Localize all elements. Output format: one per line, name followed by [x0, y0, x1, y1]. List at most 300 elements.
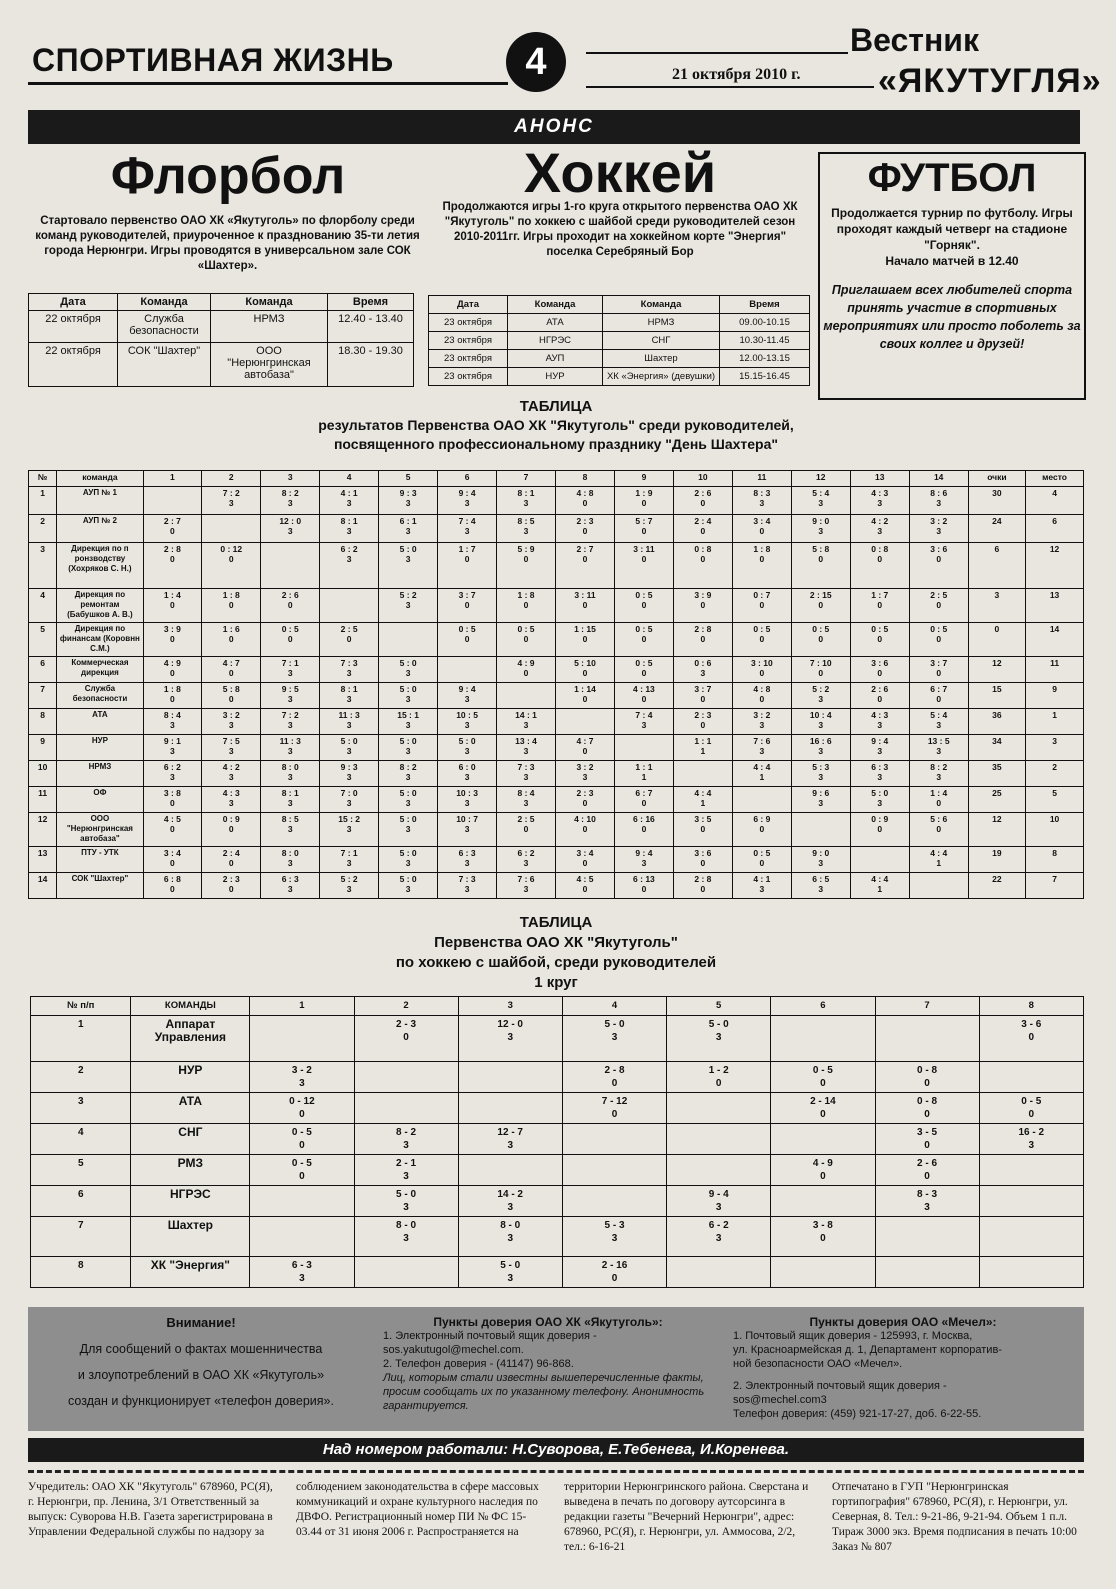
score-cell: 7 : 2 3 [261, 709, 320, 735]
score-cell: 7 - 12 0 [562, 1093, 666, 1124]
score-cell [667, 1155, 771, 1186]
row-number: 1 [31, 1016, 131, 1062]
score-cell: 9 : 1 3 [143, 735, 202, 761]
score-cell [791, 813, 850, 847]
score-cell: 12 [1026, 543, 1084, 589]
score-cell: 4 : 3 3 [850, 709, 909, 735]
results-table [28, 470, 1084, 899]
score-cell: 3 : 7 0 [438, 589, 497, 623]
score-cell: 25 [968, 787, 1025, 813]
trust-notice-line: Внимание! [166, 1315, 236, 1330]
score-cell: 3 : 2 3 [909, 515, 968, 543]
score-cell: 3 : 2 3 [732, 709, 791, 735]
score-cell: 3 : 9 0 [143, 623, 202, 657]
score-cell: 1 : 8 0 [143, 683, 202, 709]
table-row [31, 1062, 1084, 1093]
score-cell [250, 1016, 354, 1062]
score-cell: 4 : 2 3 [202, 761, 261, 787]
score-cell: 3 : 7 0 [909, 657, 968, 683]
score-cell: 9 : 4 3 [614, 847, 673, 873]
hockey-title: Хоккей [523, 141, 717, 204]
score-cell: 2 : 4 0 [202, 847, 261, 873]
table2-subtitle2: по хоккею с шайбой, среди руководителей [395, 954, 717, 971]
score-cell: 7 : 3 3 [320, 657, 379, 683]
score-cell: 8 : 2 3 [909, 761, 968, 787]
score-cell: 2 : 3 0 [673, 709, 732, 735]
score-cell: 35 [968, 761, 1025, 787]
score-cell: 10 : 7 3 [438, 813, 497, 847]
score-cell: 13 [1026, 589, 1084, 623]
score-cell [379, 623, 438, 657]
score-cell: 8 : 0 3 [261, 847, 320, 873]
trust-line: sos.yakutugol@mechel.com. [383, 1344, 524, 1356]
score-cell: 6 - 3 3 [250, 1257, 354, 1288]
score-cell: 30 [968, 487, 1025, 515]
col-header: 4 [562, 997, 666, 1016]
score-cell: 1 : 4 0 [909, 787, 968, 813]
score-cell: 7 : 4 3 [614, 709, 673, 735]
imprint-col-3: территории Нерюнгринского района. Сверстана и выведена в печать по договору аутсорсинга в редакции газеты "Вечерний Нерюнгри", адрес: 678960, РС(Я), г. Нерюнгри, ул. Аммосова, 2/2, тел.: 6-16-21 [564, 1481, 809, 1553]
score-cell: 12 [968, 657, 1025, 683]
table-row [429, 350, 810, 368]
score-cell: 7 [1026, 873, 1084, 899]
football-start: Начало матчей в 12.40 [885, 254, 1019, 268]
score-cell: 5 : 0 3 [379, 813, 438, 847]
row-number: 5 [31, 1155, 131, 1186]
score-cell: 3 : 4 0 [556, 847, 615, 873]
col-header: 11 [732, 471, 791, 487]
team-name: ООО "Нерюнгринская автобаза" [57, 813, 143, 847]
score-cell: 2 : 8 0 [673, 873, 732, 899]
score-cell: 15 : 1 3 [379, 709, 438, 735]
score-cell: 4 : 1 3 [320, 487, 379, 515]
score-cell [979, 1186, 1083, 1217]
football-text: Продолжается турнир по футболу. Игры проходят каждый четверг на стадионе "Горняк". [831, 206, 1073, 252]
score-cell [320, 589, 379, 623]
score-cell: 0 - 5 0 [979, 1093, 1083, 1124]
score-cell: 6 : 2 3 [497, 847, 556, 873]
col-header: 13 [850, 471, 909, 487]
score-cell: 12 : 0 3 [261, 515, 320, 543]
score-cell: 7 : 0 3 [320, 787, 379, 813]
score-cell: 6 : 2 3 [143, 761, 202, 787]
score-cell: 6 : 13 0 [614, 873, 673, 899]
team-name: СОК "Шахтер" [57, 873, 143, 899]
score-cell [261, 543, 320, 589]
score-cell: 6 [968, 543, 1025, 589]
score-cell [771, 1124, 875, 1155]
score-cell: 15 [968, 683, 1025, 709]
score-cell [354, 1062, 458, 1093]
score-cell [202, 515, 261, 543]
score-cell: 1 : 14 0 [556, 683, 615, 709]
score-cell: 4 : 13 0 [614, 683, 673, 709]
score-cell: 3 [968, 589, 1025, 623]
score-cell: 6 : 7 0 [614, 787, 673, 813]
score-cell: 14 [1026, 623, 1084, 657]
trust-line: просим сообщать их по указанному телефону. Анонимность [383, 1386, 705, 1398]
score-cell: 2 - 1 3 [354, 1155, 458, 1186]
score-cell: 5 : 10 0 [556, 657, 615, 683]
team-name: Аппарат Управления [131, 1016, 250, 1062]
trust-mechel-title: Пункты доверия ОАО «Мечел»: [809, 1315, 997, 1329]
score-cell: 0 : 9 0 [202, 813, 261, 847]
score-cell: 0 - 8 0 [875, 1062, 979, 1093]
cell: Служба безопасности [118, 311, 211, 343]
score-cell [354, 1257, 458, 1288]
score-cell: 4 : 5 0 [556, 873, 615, 899]
score-cell: 8 - 0 3 [458, 1217, 562, 1257]
score-cell: 3 : 6 0 [909, 543, 968, 589]
col-header: Дата [29, 294, 118, 311]
row-number: 4 [29, 589, 57, 623]
score-cell: 7 : 4 3 [438, 515, 497, 543]
score-cell: 11 : 3 3 [320, 709, 379, 735]
row-number: 3 [29, 543, 57, 589]
team-name: Дирекция по ремонтам (Бабушков А. В.) [57, 589, 143, 623]
row-number: 8 [31, 1257, 131, 1288]
col-header: Дата [429, 296, 508, 314]
score-cell: 8 : 5 3 [497, 515, 556, 543]
score-cell [979, 1257, 1083, 1288]
score-cell: 8 [1026, 847, 1084, 873]
trust-notice-line: и злоупотреблений в ОАО ХК «Якутуголь» [77, 1368, 325, 1382]
score-cell: 0 : 8 0 [850, 543, 909, 589]
masthead-bottom: «ЯКУТУГЛЯ» [878, 62, 1102, 100]
trust-line [733, 1371, 1073, 1379]
row-number: 9 [29, 735, 57, 761]
score-cell: 0 : 12 0 [202, 543, 261, 589]
credits-bar: Над номером работали: Н.Суворова, Е.Тебенева, И.Коренева. [28, 1438, 1084, 1462]
score-cell [979, 1155, 1083, 1186]
hockey-schedule [428, 295, 810, 386]
score-cell [771, 1186, 875, 1217]
score-cell: 16 : 6 3 [791, 735, 850, 761]
florbol-title: Флорбол [110, 147, 346, 205]
score-cell: 2 - 3 0 [354, 1016, 458, 1062]
score-cell: 4 : 3 3 [850, 487, 909, 515]
trust-mechel [733, 1315, 1073, 1421]
row-number: 6 [31, 1186, 131, 1217]
col-header: 8 [556, 471, 615, 487]
score-cell: 4 : 10 0 [556, 813, 615, 847]
cell: 22 октября [29, 343, 118, 387]
trust-notice-line: Для сообщений о фактах мошенничества [79, 1342, 323, 1356]
cell: Шахтер [603, 350, 720, 368]
score-cell: 1 : 7 0 [438, 543, 497, 589]
score-cell: 5 : 3 3 [791, 761, 850, 787]
score-cell: 4 : 7 0 [556, 735, 615, 761]
trust-notice-line: создан и функционирует «телефон доверия». [68, 1394, 334, 1408]
score-cell: 6 : 7 0 [909, 683, 968, 709]
score-cell: 1 : 4 0 [143, 589, 202, 623]
score-cell [250, 1217, 354, 1257]
cell: НРМЗ [603, 314, 720, 332]
trust-line: 2. Электронный почтовый ящик доверия - [733, 1380, 947, 1392]
football-title: ФУТБОЛ [867, 156, 1037, 200]
score-cell: 0 : 7 0 [732, 589, 791, 623]
score-cell: 8 : 0 3 [261, 761, 320, 787]
score-cell: 3 : 6 0 [673, 847, 732, 873]
score-cell: 5 : 0 3 [379, 847, 438, 873]
score-cell: 7 : 2 3 [202, 487, 261, 515]
score-cell: 5 : 7 0 [614, 515, 673, 543]
cell: 12.40 - 13.40 [328, 311, 414, 343]
score-cell: 0 : 5 0 [850, 623, 909, 657]
table-row [31, 1016, 1084, 1062]
score-cell: 0 : 8 0 [673, 543, 732, 589]
score-cell: 1 : 1 1 [614, 761, 673, 787]
score-cell: 8 : 5 3 [261, 813, 320, 847]
score-cell [438, 657, 497, 683]
table-row [29, 311, 414, 343]
score-cell: 8 : 2 3 [379, 761, 438, 787]
table-row [31, 1186, 1084, 1217]
score-cell: 6 : 1 3 [379, 515, 438, 543]
score-cell: 0 : 5 0 [497, 623, 556, 657]
score-cell: 4 : 4 1 [732, 761, 791, 787]
col-header: Команда [508, 296, 603, 314]
table-row [31, 1155, 1084, 1186]
row-number: 5 [29, 623, 57, 657]
score-cell: 5 : 0 3 [438, 735, 497, 761]
score-cell: 5 : 0 3 [379, 735, 438, 761]
score-cell: 0 - 12 0 [250, 1093, 354, 1124]
score-cell: 0 : 5 0 [732, 623, 791, 657]
table-row [29, 589, 1084, 623]
score-cell: 3 : 6 0 [850, 657, 909, 683]
page-number: 4 [506, 32, 566, 92]
score-cell: 3 - 6 0 [979, 1016, 1083, 1062]
score-cell: 0 : 5 0 [791, 623, 850, 657]
team-name: АУП № 2 [57, 515, 143, 543]
score-cell: 0 : 5 0 [614, 657, 673, 683]
score-cell: 5 : 4 3 [791, 487, 850, 515]
table-row [29, 709, 1084, 735]
score-cell: 5 : 0 3 [379, 657, 438, 683]
score-cell: 11 [1026, 657, 1084, 683]
cell: 18.30 - 19.30 [328, 343, 414, 387]
team-name: Коммерческая дирекция [57, 657, 143, 683]
cell: ООО "Нерюнгринская автобаза" [211, 343, 328, 387]
score-cell: 9 [1026, 683, 1084, 709]
table-row [31, 1217, 1084, 1257]
score-cell: 5 : 0 3 [379, 873, 438, 899]
score-cell: 4 : 2 3 [850, 515, 909, 543]
team-name: ОФ [57, 787, 143, 813]
row-number: 7 [29, 683, 57, 709]
score-cell: 5 - 0 3 [458, 1257, 562, 1288]
team-name: Шахтер [131, 1217, 250, 1257]
team-name: АТА [57, 709, 143, 735]
table-row [429, 314, 810, 332]
team-name: РМЗ [131, 1155, 250, 1186]
score-cell: 3 : 4 0 [143, 847, 202, 873]
score-cell: 9 : 0 3 [791, 847, 850, 873]
col-header: команда [57, 471, 143, 487]
score-cell: 5 : 0 3 [379, 787, 438, 813]
team-name: Служба безопасности [57, 683, 143, 709]
score-cell [458, 1093, 562, 1124]
score-cell: 5 - 3 3 [562, 1217, 666, 1257]
team-name: СНГ [131, 1124, 250, 1155]
trust-line: sos@mechel.com3 [733, 1394, 827, 1406]
score-cell: 8 : 4 3 [143, 709, 202, 735]
cell: 23 октября [429, 314, 508, 332]
score-cell: 5 : 0 3 [379, 683, 438, 709]
score-cell: 6 : 16 0 [614, 813, 673, 847]
col-header: место [1026, 471, 1084, 487]
score-cell: 2 : 8 0 [143, 543, 202, 589]
table-row [29, 543, 1084, 589]
table-row [29, 873, 1084, 899]
table-row [29, 657, 1084, 683]
cell: АТА [508, 314, 603, 332]
score-cell: 5 : 8 0 [791, 543, 850, 589]
score-cell: 12 - 7 3 [458, 1124, 562, 1155]
score-cell: 8 : 2 3 [261, 487, 320, 515]
trust-line: гарантируется. [383, 1400, 469, 1412]
score-cell [667, 1257, 771, 1288]
score-cell: 5 : 4 3 [909, 709, 968, 735]
table-row [29, 735, 1084, 761]
team-name: АУП № 1 [57, 487, 143, 515]
score-cell: 3 : 5 0 [673, 813, 732, 847]
score-cell: 2 - 8 0 [562, 1062, 666, 1093]
table-row [31, 1124, 1084, 1155]
col-header: Команда [211, 294, 328, 311]
score-cell [850, 847, 909, 873]
score-cell: 0 - 5 0 [771, 1062, 875, 1093]
score-cell: 0 [968, 623, 1025, 657]
col-header: 1 [143, 471, 202, 487]
score-cell: 6 : 0 3 [438, 761, 497, 787]
score-cell: 2 : 6 0 [261, 589, 320, 623]
score-cell: 2 : 6 0 [850, 683, 909, 709]
score-cell [614, 735, 673, 761]
col-header: 5 [379, 471, 438, 487]
score-cell: 1 [1026, 709, 1084, 735]
team-name: НУР [57, 735, 143, 761]
table1-subtitle2: посвященного профессиональному празднику "День Шахтера" [333, 436, 779, 452]
col-header: 8 [979, 997, 1083, 1016]
football-box [818, 152, 1086, 400]
score-cell [562, 1155, 666, 1186]
col-header: КОМАНДЫ [131, 997, 250, 1016]
table-row [29, 515, 1084, 543]
score-cell: 4 : 5 0 [143, 813, 202, 847]
score-cell: 5 : 8 0 [202, 683, 261, 709]
score-cell: 2 : 6 0 [673, 487, 732, 515]
score-cell: 0 : 5 0 [909, 623, 968, 657]
score-cell [556, 709, 615, 735]
score-cell: 0 - 5 0 [250, 1124, 354, 1155]
score-cell: 19 [968, 847, 1025, 873]
score-cell [667, 1093, 771, 1124]
score-cell: 3 : 7 0 [673, 683, 732, 709]
score-cell: 10 : 5 3 [438, 709, 497, 735]
score-cell: 2 - 6 0 [875, 1155, 979, 1186]
cell: 22 октября [29, 311, 118, 343]
score-cell: 8 : 6 3 [909, 487, 968, 515]
table-row [29, 343, 414, 387]
score-cell: 4 : 4 1 [909, 847, 968, 873]
score-cell [458, 1062, 562, 1093]
score-cell: 3 [1026, 735, 1084, 761]
header-rule-bottom [586, 86, 874, 88]
table-row [29, 787, 1084, 813]
row-number: 6 [29, 657, 57, 683]
score-cell: 4 : 4 1 [850, 873, 909, 899]
table-row [29, 487, 1084, 515]
score-cell: 5 - 0 3 [562, 1016, 666, 1062]
trust-line: Лиц, которым стали известны вышеперечисленные факты, [383, 1372, 704, 1384]
row-number: 4 [31, 1124, 131, 1155]
col-header: Команда [118, 294, 211, 311]
score-cell: 22 [968, 873, 1025, 899]
score-cell: 7 : 3 3 [438, 873, 497, 899]
cell: 15.15-16.45 [720, 368, 810, 386]
score-cell: 4 : 3 3 [202, 787, 261, 813]
table2-title: ТАБЛИЦА [519, 914, 593, 931]
score-cell: 6 : 3 3 [261, 873, 320, 899]
score-cell: 1 : 1 1 [673, 735, 732, 761]
table-row [29, 813, 1084, 847]
score-cell: 5 : 9 0 [497, 543, 556, 589]
score-cell: 9 : 4 3 [438, 487, 497, 515]
cell: СНГ [603, 332, 720, 350]
issue-date: 21 октября 2010 г. [672, 66, 801, 83]
trust-yakutugol-title: Пункты доверия ОАО ХК «Якутуголь»: [433, 1315, 663, 1329]
score-cell: 13 : 4 3 [497, 735, 556, 761]
trust-line: 2. Телефон доверия - (41147) 96-868. [383, 1358, 574, 1370]
col-header: Время [720, 296, 810, 314]
trust-line: Телефон доверия: (459) 921-17-27, доб. 6-22-55. [733, 1408, 982, 1420]
cell: 23 октября [429, 332, 508, 350]
cell: ХК «Энергия» (девушки) [603, 368, 720, 386]
score-cell: 2 : 5 0 [320, 623, 379, 657]
trust-hotline-box [28, 1307, 1084, 1431]
score-cell: 0 : 5 0 [732, 847, 791, 873]
score-cell: 7 : 10 0 [791, 657, 850, 683]
score-cell: 2 : 8 0 [673, 623, 732, 657]
score-cell: 6 : 2 3 [320, 543, 379, 589]
score-cell: 6 : 9 0 [732, 813, 791, 847]
score-cell: 2 - 16 0 [562, 1257, 666, 1288]
row-number: 14 [29, 873, 57, 899]
football-invite: Приглашаем всех любителей спорта принять участие в спортивных мероприятиях или просто поболеть за своих коллег и друзей! [823, 283, 1081, 351]
score-cell: 0 : 6 3 [673, 657, 732, 683]
col-header: 5 [667, 997, 771, 1016]
score-cell [771, 1016, 875, 1062]
row-number: 10 [29, 761, 57, 787]
cell: СОК "Шахтер" [118, 343, 211, 387]
team-name: ПТУ - УТК [57, 847, 143, 873]
col-header: 3 [261, 471, 320, 487]
score-cell: 12 [968, 813, 1025, 847]
imprint-col-1: Учредитель: ОАО ХК "Якутуголь" 678960, РС(Я), г. Нерюнгри, пр. Ленина, 3/1 Ответственный за выпуск: Суворова Н.В. Газета зарегистрирована в Управлении Федеральной службы по надзору за [28, 1481, 273, 1538]
col-header: 10 [673, 471, 732, 487]
anons-banner: АНОНС [28, 110, 1080, 144]
score-cell: 4 : 8 0 [556, 487, 615, 515]
score-cell: 6 : 8 0 [143, 873, 202, 899]
table2-subtitle: Первенства ОАО ХК "Якутуголь" [434, 934, 678, 951]
team-name: Дирекция по п ронзводству (Хохряков С. Н.) [57, 543, 143, 589]
score-cell: 3 : 11 0 [614, 543, 673, 589]
score-cell: 8 : 1 3 [497, 487, 556, 515]
score-cell: 8 : 3 3 [732, 487, 791, 515]
score-cell: 34 [968, 735, 1025, 761]
